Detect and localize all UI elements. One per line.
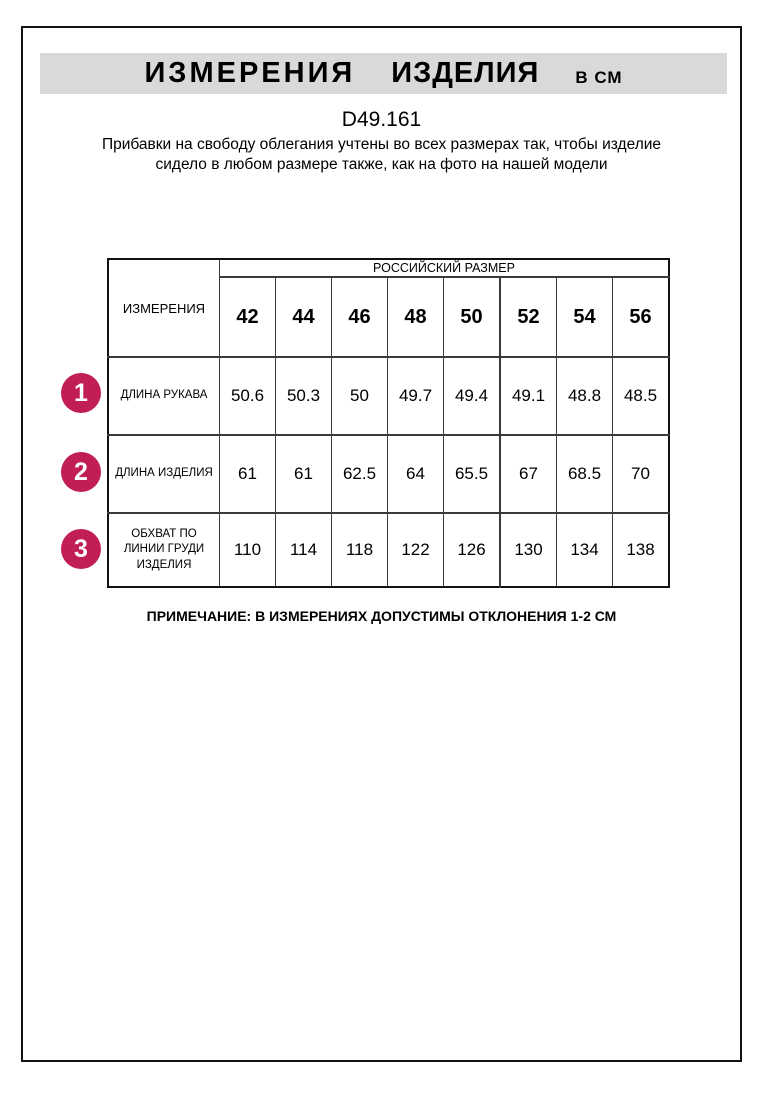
group-header-cell: РОССИЙСКИЙ РАЗМЕР bbox=[220, 259, 670, 277]
value-cell: 49.4 bbox=[444, 357, 501, 435]
row-label-cell: ОБХВАТ ПО ЛИНИИ ГРУДИ ИЗДЕЛИЯ bbox=[108, 513, 220, 587]
size-header-cell: 48 bbox=[388, 277, 444, 357]
value-cell: 50 bbox=[332, 357, 388, 435]
value-cell: 67 bbox=[500, 435, 557, 513]
value-cell: 110 bbox=[220, 513, 276, 587]
row-label-cell: ДЛИНА ИЗДЕЛИЯ bbox=[108, 435, 220, 513]
table-row bbox=[108, 513, 669, 587]
row-label-cell: ДЛИНА РУКАВА bbox=[108, 357, 220, 435]
value-cell: 62.5 bbox=[332, 435, 388, 513]
value-cell: 49.7 bbox=[388, 357, 444, 435]
size-header-cell: 54 bbox=[557, 277, 613, 357]
size-header-cell: 46 bbox=[332, 277, 388, 357]
value-cell: 134 bbox=[557, 513, 613, 587]
corner-header-cell: ИЗМЕРЕНИЯ bbox=[108, 259, 220, 357]
description-text: Прибавки на свободу облегания учтены во всех размерах так, чтобы изделие сидело в любом размере также, как на фото на нашей модели bbox=[101, 136, 662, 174]
title-product: ИЗДЕЛИЯ bbox=[391, 57, 540, 89]
size-header-cell: 52 bbox=[500, 277, 557, 357]
row-number-badge-1: 1 bbox=[61, 373, 101, 413]
value-cell: 49.1 bbox=[500, 357, 557, 435]
value-cell: 65.5 bbox=[444, 435, 501, 513]
row-number-badge-2: 2 bbox=[61, 452, 101, 492]
title-measurements: ИЗМЕРЕНИЯ bbox=[144, 57, 356, 89]
value-cell: 61 bbox=[276, 435, 332, 513]
value-cell: 118 bbox=[332, 513, 388, 587]
value-cell: 50.6 bbox=[220, 357, 276, 435]
row-number-badge-3: 3 bbox=[61, 529, 101, 569]
note-text: ПРИМЕЧАНИЕ: В ИЗМЕРЕНИЯХ ДОПУСТИМЫ ОТКЛОНЕНИЯ 1-2 СМ bbox=[146, 608, 617, 624]
value-cell: 130 bbox=[500, 513, 557, 587]
page-border-frame bbox=[21, 26, 742, 1062]
value-cell: 64 bbox=[388, 435, 444, 513]
value-cell: 61 bbox=[220, 435, 276, 513]
table-header-row-group bbox=[108, 259, 669, 277]
value-cell: 126 bbox=[444, 513, 501, 587]
value-cell: 138 bbox=[613, 513, 670, 587]
product-code: D49.161 bbox=[341, 108, 422, 131]
size-header-cell: 56 bbox=[613, 277, 670, 357]
table-row bbox=[108, 357, 669, 435]
table-row bbox=[108, 435, 669, 513]
title-bar bbox=[40, 53, 727, 94]
title-unit-label: В СМ bbox=[575, 67, 623, 87]
value-cell: 122 bbox=[388, 513, 444, 587]
value-cell: 68.5 bbox=[557, 435, 613, 513]
size-header-cell: 44 bbox=[276, 277, 332, 357]
size-header-cell: 50 bbox=[444, 277, 501, 357]
value-cell: 50.3 bbox=[276, 357, 332, 435]
measurements-table bbox=[107, 258, 670, 588]
size-header-cell: 42 bbox=[220, 277, 276, 357]
value-cell: 48.8 bbox=[557, 357, 613, 435]
value-cell: 48.5 bbox=[613, 357, 670, 435]
value-cell: 114 bbox=[276, 513, 332, 587]
value-cell: 70 bbox=[613, 435, 670, 513]
